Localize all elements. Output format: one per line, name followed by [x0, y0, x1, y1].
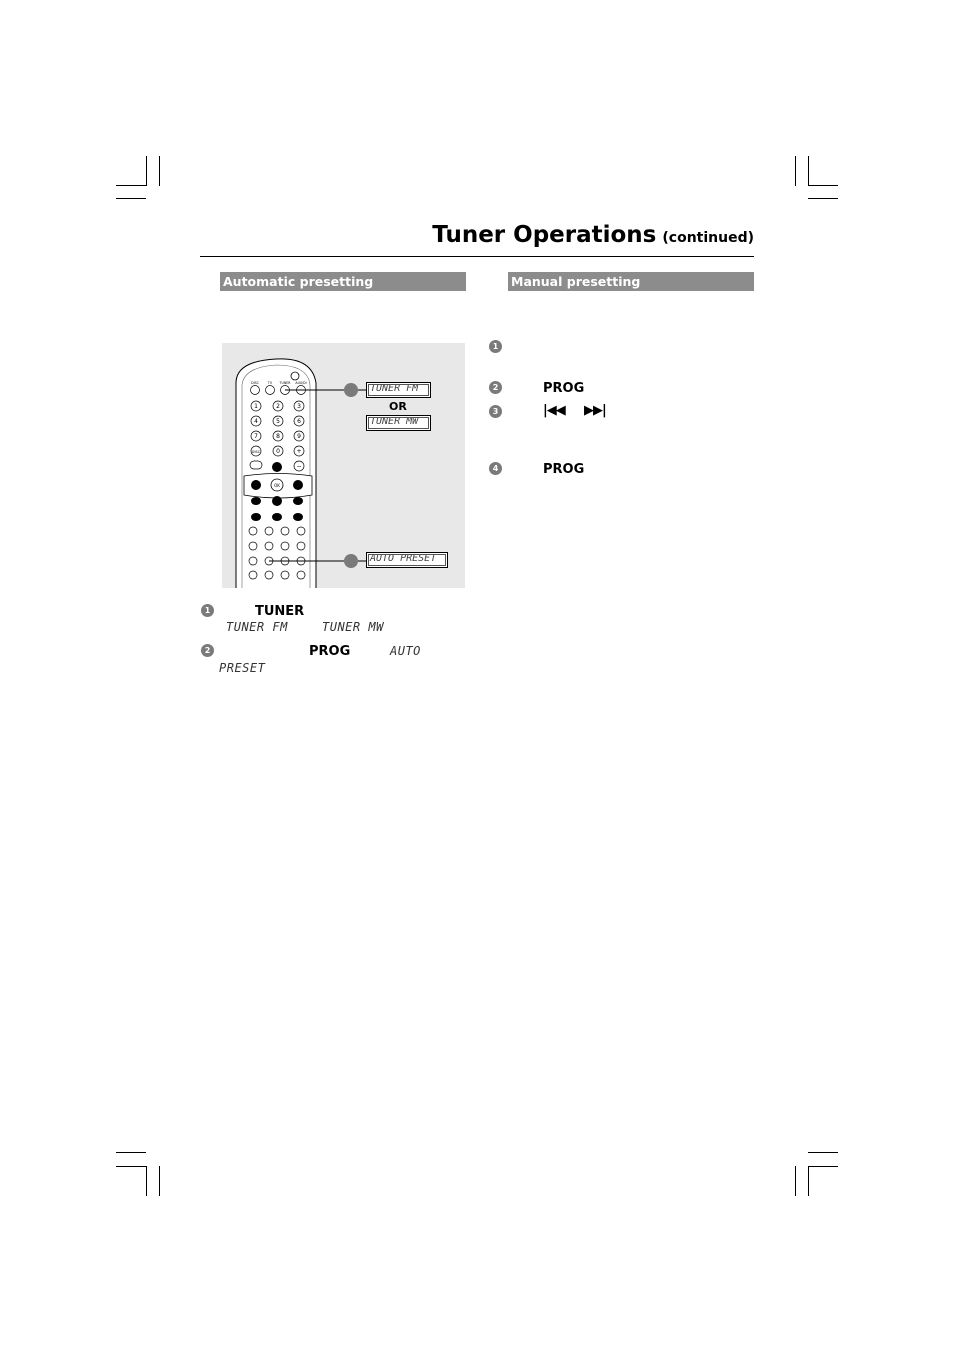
- remote-label: TUNER: [279, 381, 291, 385]
- display-auto-preset: AUTO PRESET: [366, 552, 448, 568]
- svg-text:+: +: [296, 448, 302, 455]
- svg-text:7: 7: [254, 433, 258, 440]
- svg-text:4: 4: [254, 418, 258, 425]
- crop-mark: [795, 156, 796, 186]
- remote-label: AUX/DI: [295, 381, 307, 385]
- svg-text:3: 3: [297, 403, 301, 410]
- page-title-text: Tuner Operations: [432, 222, 657, 248]
- crop-mark: [116, 1152, 146, 1153]
- crop-mark: [808, 1166, 809, 1196]
- crop-mark: [808, 156, 809, 186]
- crop-mark: [808, 198, 838, 199]
- key-next: ▶▶|: [584, 403, 606, 418]
- crop-mark: [116, 198, 146, 199]
- crop-mark: [116, 1166, 146, 1167]
- step-number: 3: [489, 405, 502, 418]
- page-title-continued: (continued): [662, 230, 754, 246]
- svg-text:OK: OK: [274, 483, 280, 488]
- crop-mark: [116, 185, 146, 186]
- or-label: OR: [389, 400, 407, 413]
- svg-text:5: 5: [276, 418, 280, 425]
- key-prog: PROG: [543, 462, 585, 477]
- crop-mark: [808, 185, 838, 186]
- step-number: 2: [201, 644, 214, 657]
- svg-text:6: 6: [297, 418, 301, 425]
- title-rule: [200, 256, 754, 257]
- remote-label: TV: [267, 381, 273, 385]
- crop-mark: [146, 1166, 147, 1196]
- key-tuner: TUNER: [255, 604, 305, 619]
- step-number: 4: [489, 462, 502, 475]
- step-number: 2: [489, 381, 502, 394]
- display-text-preset: PRESET: [219, 661, 266, 675]
- crop-mark: [808, 1152, 838, 1153]
- display-text-auto: AUTO: [390, 644, 421, 658]
- crop-mark: [795, 1166, 796, 1196]
- step-number: 1: [489, 340, 502, 353]
- manual-presetting-heading: Manual presetting: [508, 272, 754, 291]
- crop-mark: [808, 1166, 838, 1167]
- page-title: [432, 222, 754, 248]
- display-text-tuner-fm: TUNER FM: [226, 620, 288, 634]
- remote-label: DISC: [251, 381, 259, 385]
- key-prog: PROG: [309, 644, 351, 659]
- crop-mark: [159, 1166, 160, 1196]
- svg-text:−: −: [296, 463, 302, 470]
- automatic-presetting-heading: Automatic presetting: [220, 272, 466, 291]
- display-tuner-fm: TUNER FM: [366, 382, 431, 398]
- crop-mark: [146, 156, 147, 186]
- svg-text:1: 1: [254, 403, 258, 410]
- crop-mark: [159, 156, 160, 186]
- step-number: 1: [201, 604, 214, 617]
- remote-illustration: [222, 343, 465, 588]
- svg-text:DISC: DISC: [251, 450, 261, 454]
- svg-text:2: 2: [276, 403, 280, 410]
- display-tuner-mw: TUNER MW: [366, 415, 431, 431]
- key-previous: |◀◀: [543, 403, 565, 418]
- svg-text:8: 8: [276, 433, 280, 440]
- key-prog: PROG: [543, 381, 585, 396]
- svg-text:9: 9: [297, 433, 301, 440]
- display-text-tuner-mw: TUNER MW: [322, 620, 384, 634]
- svg-text:0: 0: [276, 448, 280, 455]
